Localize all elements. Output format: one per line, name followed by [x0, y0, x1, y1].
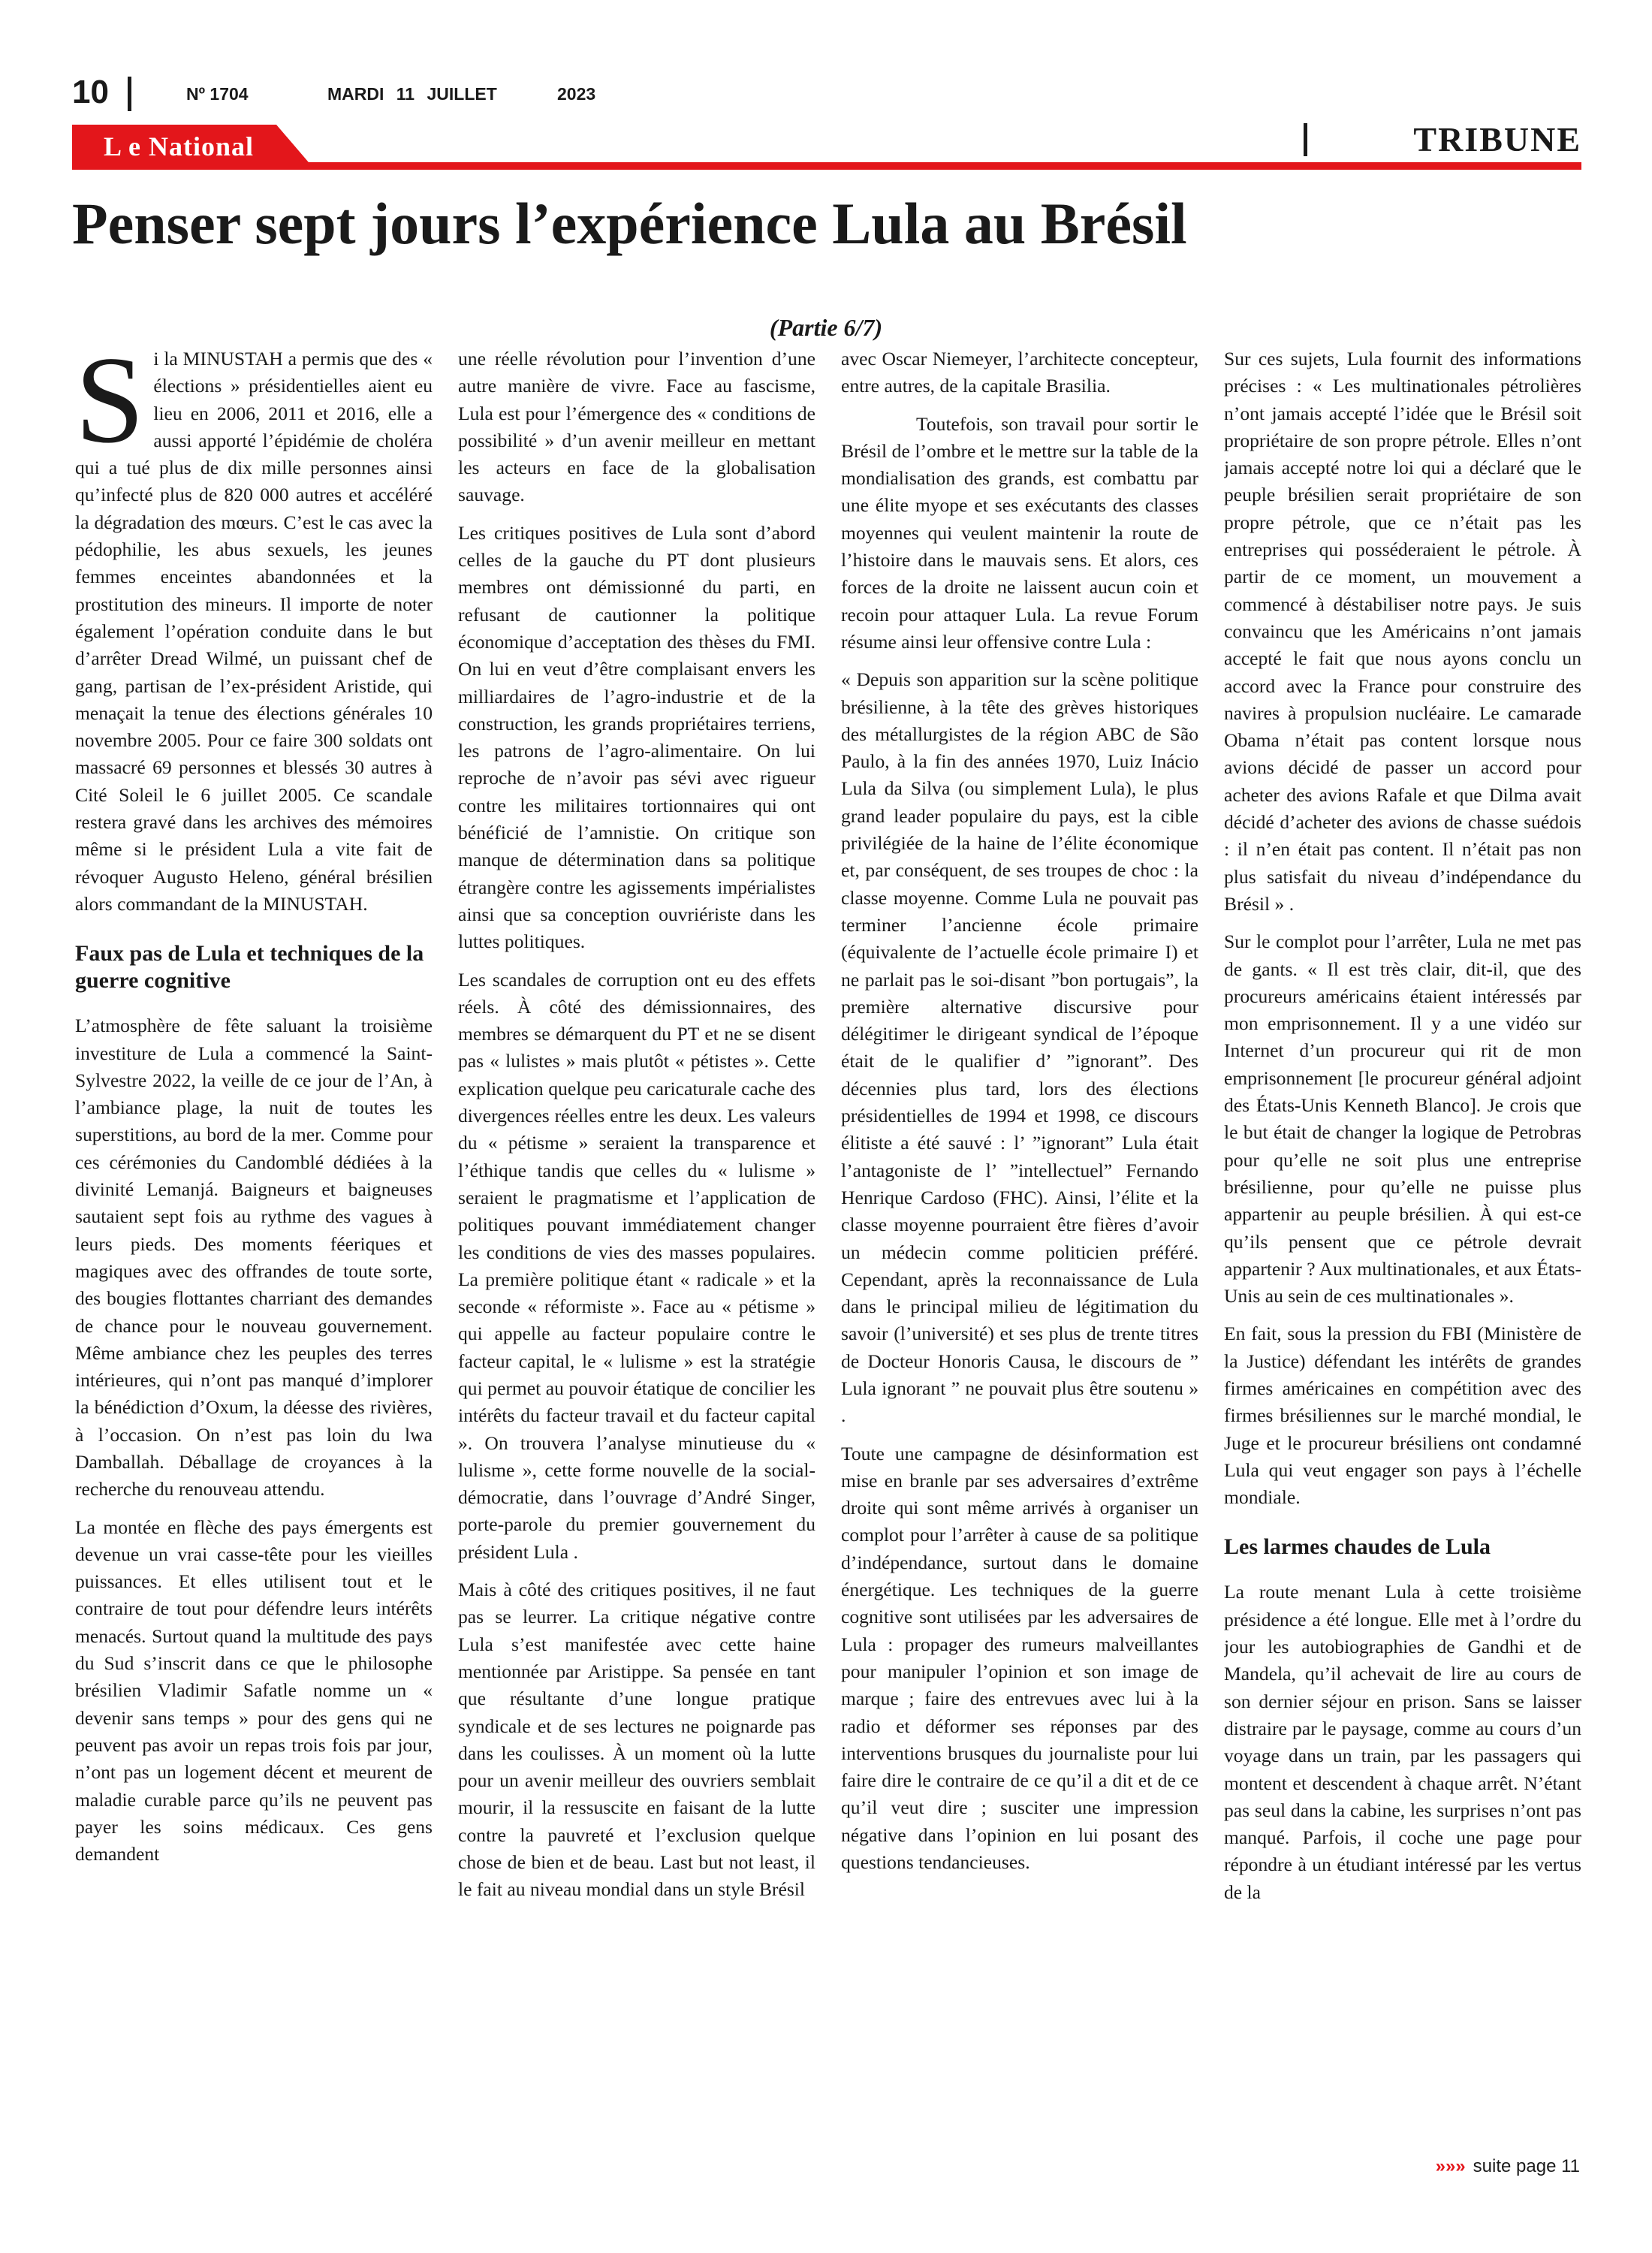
paragraph [75, 345, 433, 918]
issue-date: MARDI 11 JUILLET [327, 84, 497, 104]
page-number: 10 [72, 74, 109, 110]
column-4 [1224, 345, 1581, 2178]
paragraph: Mais à côté des critiques positives, il ne faut pas se leurrer. La critique négative contre Lula s’est manifestée avec cette haine mentionnée par Aristippe. Sa pensée en tant que résultante d’une longue pratique syndicale et de ses lectures ne poignarde pas dans les coulisses. À un moment où la lutte pour un avenir meilleur des ouvriers semblait mourir, il la ressuscite en faisant de la lutte contre la pauvreté et l’exclusion quelque chose de bien et de beau. Last but not least, il le fait au niveau mondial dans un style Brésil [458, 1579, 815, 1901]
column-1 [75, 345, 433, 2178]
paragraph: La route menant Lula à cette troisième présidence a été longue. Elle met à l’ordre du jour les autobiographies de Gandhi et de Mandela, qu’il achevait de lire au cours de son dernier séjour en prison. Sans se laisser distraire par le paysage, comme au cours d’un voyage dans un train, par les passagers qui montent et descendent à chaque arrêt. N’étant pas seul dans la cabine, les surprises n’ont pas manqué. Parfois, il coche une page pour répondre à un étudiant intéressé par les vertus de la [1224, 1581, 1581, 1903]
paragraph: Toute une campagne de désinformation est mise en branle par ses adversaires d’extrême droite qui sont même arrivés à organiser un complot pour l’arrêter à cause de sa politique d’indépendance, surtout dans le domaine énergétique. Les techniques de la guerre cognitive sont utilisées par les adversaires de Lula : propager des rumeurs malveillantes pour manipuler l’opinion et son image de marque ; faire des entrevues avec lui à la radio et déformer ses réponses par des interventions brusques du journaliste pour lui faire dire le contraire de ce qu’il a dit et de ce qu’il veut dire ; susciter une impression négative dans l’opinion en lui posant des questions tendancieuses. [841, 1442, 1198, 1874]
page-number-divider [128, 77, 131, 111]
masthead [72, 74, 1581, 111]
section-label: TRIBUNE [1413, 120, 1581, 158]
paragraph: avec Oscar Niemeyer, l’architecte concepteur, entre autres, de la capitale Brasilia. [841, 348, 1198, 397]
paragraph: Les scandales de corruption ont eu des effets réels. À côté des démissionnaires, des membres se démarquent du PT et ne se disent pas « lulistes » mais plutôt « pétistes ». Cette explication quelque peu caricaturale cache des divergences réelles entre les deux. Les valeurs du « pétisme » seraient la transparence et l’éthique tandis que celles du « lulisme » seraient le pragmatisme et l’application de politiques pouvant immédiatement changer les conditions de vies des masses populaires. La première politique étant « radicale » et la seconde « réformiste ». Face au « pétisme » qui appelle au facteur populaire contre le facteur capital, le « lulisme » est la stratégie qui permet au pouvoir étatique de concilier les intérêts du facteur travail et du facteur capital ». On trouvera l’analyse minutieuse du « lulisme », cette forme nouvelle de la social-démocratie, dans l’ouvrage d’André Singer, porte-parole du premier gouvernement du président Lula . [458, 968, 815, 1563]
subhead: Les larmes chaudes de Lula [1224, 1534, 1491, 1560]
article-part: (Partie 6/7) [769, 314, 883, 341]
article-body [75, 345, 1581, 2178]
intro-text: i la MINUSTAH a permis que des « élections » présidentielles aient eu lieu en 2006, 2011 et 2016, elle a aussi apporté l’épidémie de choléra qui a tué plus de dix mille personnes ainsi qu’infecté plus de 820 000 autres et accéléré la dégradation des mœurs. C’est le cas avec la pédophilie, les abus sexuels, les jeunes femmes enceintes abandonnées et la prostitution des mineurs. Il importe de noter également l’opération conduite dans le but d’arrêter Dread Wilmé, un puissant chef de gang, partisan de l’ex-président Aristide, qui menaçait la tenue des élections générales 10 novembre 2005. Pour ce faire 300 soldats ont massacré 69 personnes et blessés 30 autres à Cité Soleil le 6 juillet 2005. Ce scandale restera gravé dans les archives des mémoires même si le président Lula a vite fait de révoquer Augusto Heleno, général brésilien alors commandant de la MINUSTAH. [75, 348, 433, 915]
paragraph: Sur le complot pour l’arrêter, Lula ne met pas de gants. « Il est très clair, dit-il, que des procureurs américains étaient intéressés par mon emprisonnement. Il y a une vidéo sur Internet d’un procureur qui rit de mon emprisonnement [le procureur général adjoint des États-Unis Kenneth Blanco]. Je crois que le but était de changer la logique de Petrobras pour qu’elle ne soit plus une entreprise brésilienne, pour qu’elle ne puisse plus appartenir au peuple brésilien. À qui est-ce qu’ils pensent que ce pétrole devrait appartenir ? Aux multinationales, et aux États-Unis au sein de ces multinationales ». [1224, 930, 1581, 1307]
issue-year: 2023 [557, 84, 596, 104]
paragraph: En fait, sous la pression du FBI (Ministère de la Justice) défendant les intérêts de grandes firmes américaines en compétition avec des firmes brésiliennes sur le marché mondial, le Juge et le procureur brésiliens ont condamné Lula qui veut engager son pays à l’échelle mondiale. [1224, 1323, 1581, 1509]
section-divider [1304, 123, 1307, 156]
column-3 [841, 345, 1198, 2178]
paragraph: La montée en flèche des pays émergents est devenue un vrai casse-tête pour les vieilles puissances. Et elles utilisent tout et le contraire de tout pour défendre leurs intérêts menacés. Surtout quand la multitude des pays du Sud s’inscrit dans ce que le philosophe brésilien Vladimir Safatle nomme un « devenir sans temps » pour des gens qui ne peuvent pas avoir un repas trois fois par jour, n’ont pas un logement décent et meurent de maladie curable parce qu’ils ne peuvent pas payer les soins médicaux. Ces gens demandent [75, 1516, 433, 1865]
subhead: Faux pas de Lula et techniques de la guerre cognitive [75, 941, 424, 994]
arrows-icon: »»» [1435, 2156, 1466, 2176]
column-2 [458, 345, 815, 2178]
paragraph: « Depuis son apparition sur la scène politique brésilienne, à la tête des grèves historiques des métallurgistes de la région ABC de São Paulo, à la fin des années 1970, Luiz Inácio Lula da Silva (ou simplement Lula), le plus grand leader populaire du pays, est la cible privilégiée de la haine de l’élite économique et, par conséquent, de ses troupes de choc : la classe moyenne. Comme Lula ne pouvait pas terminer l’ancienne école primaire (équivalente de l’actuelle école primaire I) et ne parlait pas le soi-disant ”bon portugais”, la première alternative discursive pour délégitimer le dirigeant syndical de l’époque était de le qualifier d’ ”ignorant”. Des décennies plus tard, lors des élections présidentielles de 1994 et 1998, ce discours élitiste a été sauvé : l’ ”ignorant” Lula était l’antagoniste de l’ ”intellectuel” Fernando Henrique Cardoso (FHC). Ainsi, l’élite et la classe moyenne pourraient être fières d’avoir un médecin comme politicien préféré. Cependant, après la reconnaissance de Lula dans le principal milieu de légitimation du savoir (l’université) et ses plus de trente titres de Docteur Honoris Causa, le discours de ” Lula ignorant ” ne pouvait plus être soutenu » . [841, 668, 1198, 1427]
paragraph: L’atmosphère de fête saluant la troisième investiture de Lula a commencé la Saint-Sylvestre 2022, la veille de ce jour de l’An, à l’ambiance plage, la nuit de toutes les superstitions, au bord de la mer. Comme pour ces cérémonies du Candomblé dédiées à la divinité Lemanjá. Baigneurs et baigneuses sautaient sept fois au rythme des vagues à leurs pieds. Des moments féeriques et magiques avec des offrandes de toute sorte, des bougies flottantes charriant des demandes de chance pour le nouveau gouvernement. Même ambiance chez les peuples des terres intérieures, qui n’ont pas manqué d’implorer la bénédiction d’Oxum, la déesse des rivières, à l’occasion. On n’est pas loin du lwa Damballah. Déballage de croyances à la recherche du renouveau attendu. [75, 1015, 433, 1500]
paragraph: Toutefois, son travail pour sortir le Brésil de l’ombre et le mettre sur la table de la mondialisation des grands, est combattu par une élite myope et ses exécutants des classes moyennes qui veulent maintenir la route de l’histoire dans le mauvais sens. Et alors, ces forces de la droite ne laissent aucun coin et recoin pour attaquer Lula. La revue Forum résume ainsi leur offensive contre Lula : [841, 412, 1198, 653]
issue-number: Nº 1704 [186, 84, 249, 104]
brand-label: L e National [104, 131, 255, 161]
paragraph: une réelle révolution pour l’invention d’une autre manière de vivre. Face au fascisme, Lula est pour l’émergence des « conditions de possibilité » d’un avenir meilleur en mettant les acteurs en face de la globalisation sauvage. [458, 348, 815, 506]
drop-cap: S [75, 345, 145, 469]
paragraph: Les critiques positives de Lula sont d’abord celles de la gauche du PT dont plusieurs membres ont démissionné du parti, en refusant de cautionner la politique économique d’acceptation des thèses du FMI. On lui en veut d’être complaisant envers les milliardaires de l’agro-industrie et de la construction, les grands propriétaires terriens, les patrons de l’agro-alimentaire. On lui reproche de n’avoir pas sévi avec rigueur contre les militaires tortionnaires qui ont bénéficié de l’amnistie. On critique son manque de détermination dans sa politique étrangère contre les agissements impérialistes ainsi que sa conception ouvriériste dans les luttes politiques. [458, 521, 815, 953]
paragraph: Sur ces sujets, Lula fournit des informations précises : « Les multinationales pétrolières n’ont jamais accepté l’idée que le Brésil soit propriétaire de son propre pétrole. Elles n’ont jamais accepté notre loi qui a déclaré que le peuple brésilien serait propriétaire de son propre pétrole, que ce n’était pas les entreprises qui posséderaient le pétrole. À partir de ce moment, un mouvement a commencé à déstabiliser notre pays. Je suis convaincu que les Américains n’ont jamais accepté le fait que nous ayons conclu un accord avec la France pour construire des navires à propulsion nucléaire. Le camarade Obama n’était pas content lorsque nous avions décidé de passer un accord pour acheter des avions Rafale et que Dilma avait décidé d’acheter des avions de chasse suédois : il n’en était pas content. Il n’était pas non plus satisfait du niveau d’indépendance du Brésil » . [1224, 348, 1581, 915]
article-headline: Penser sept jours l’expérience Lula au Brésil [72, 191, 1187, 256]
continued-label: suite page 11 [1473, 2156, 1580, 2176]
header-rule [72, 162, 1581, 170]
continued-link[interactable] [1436, 2155, 1580, 2178]
